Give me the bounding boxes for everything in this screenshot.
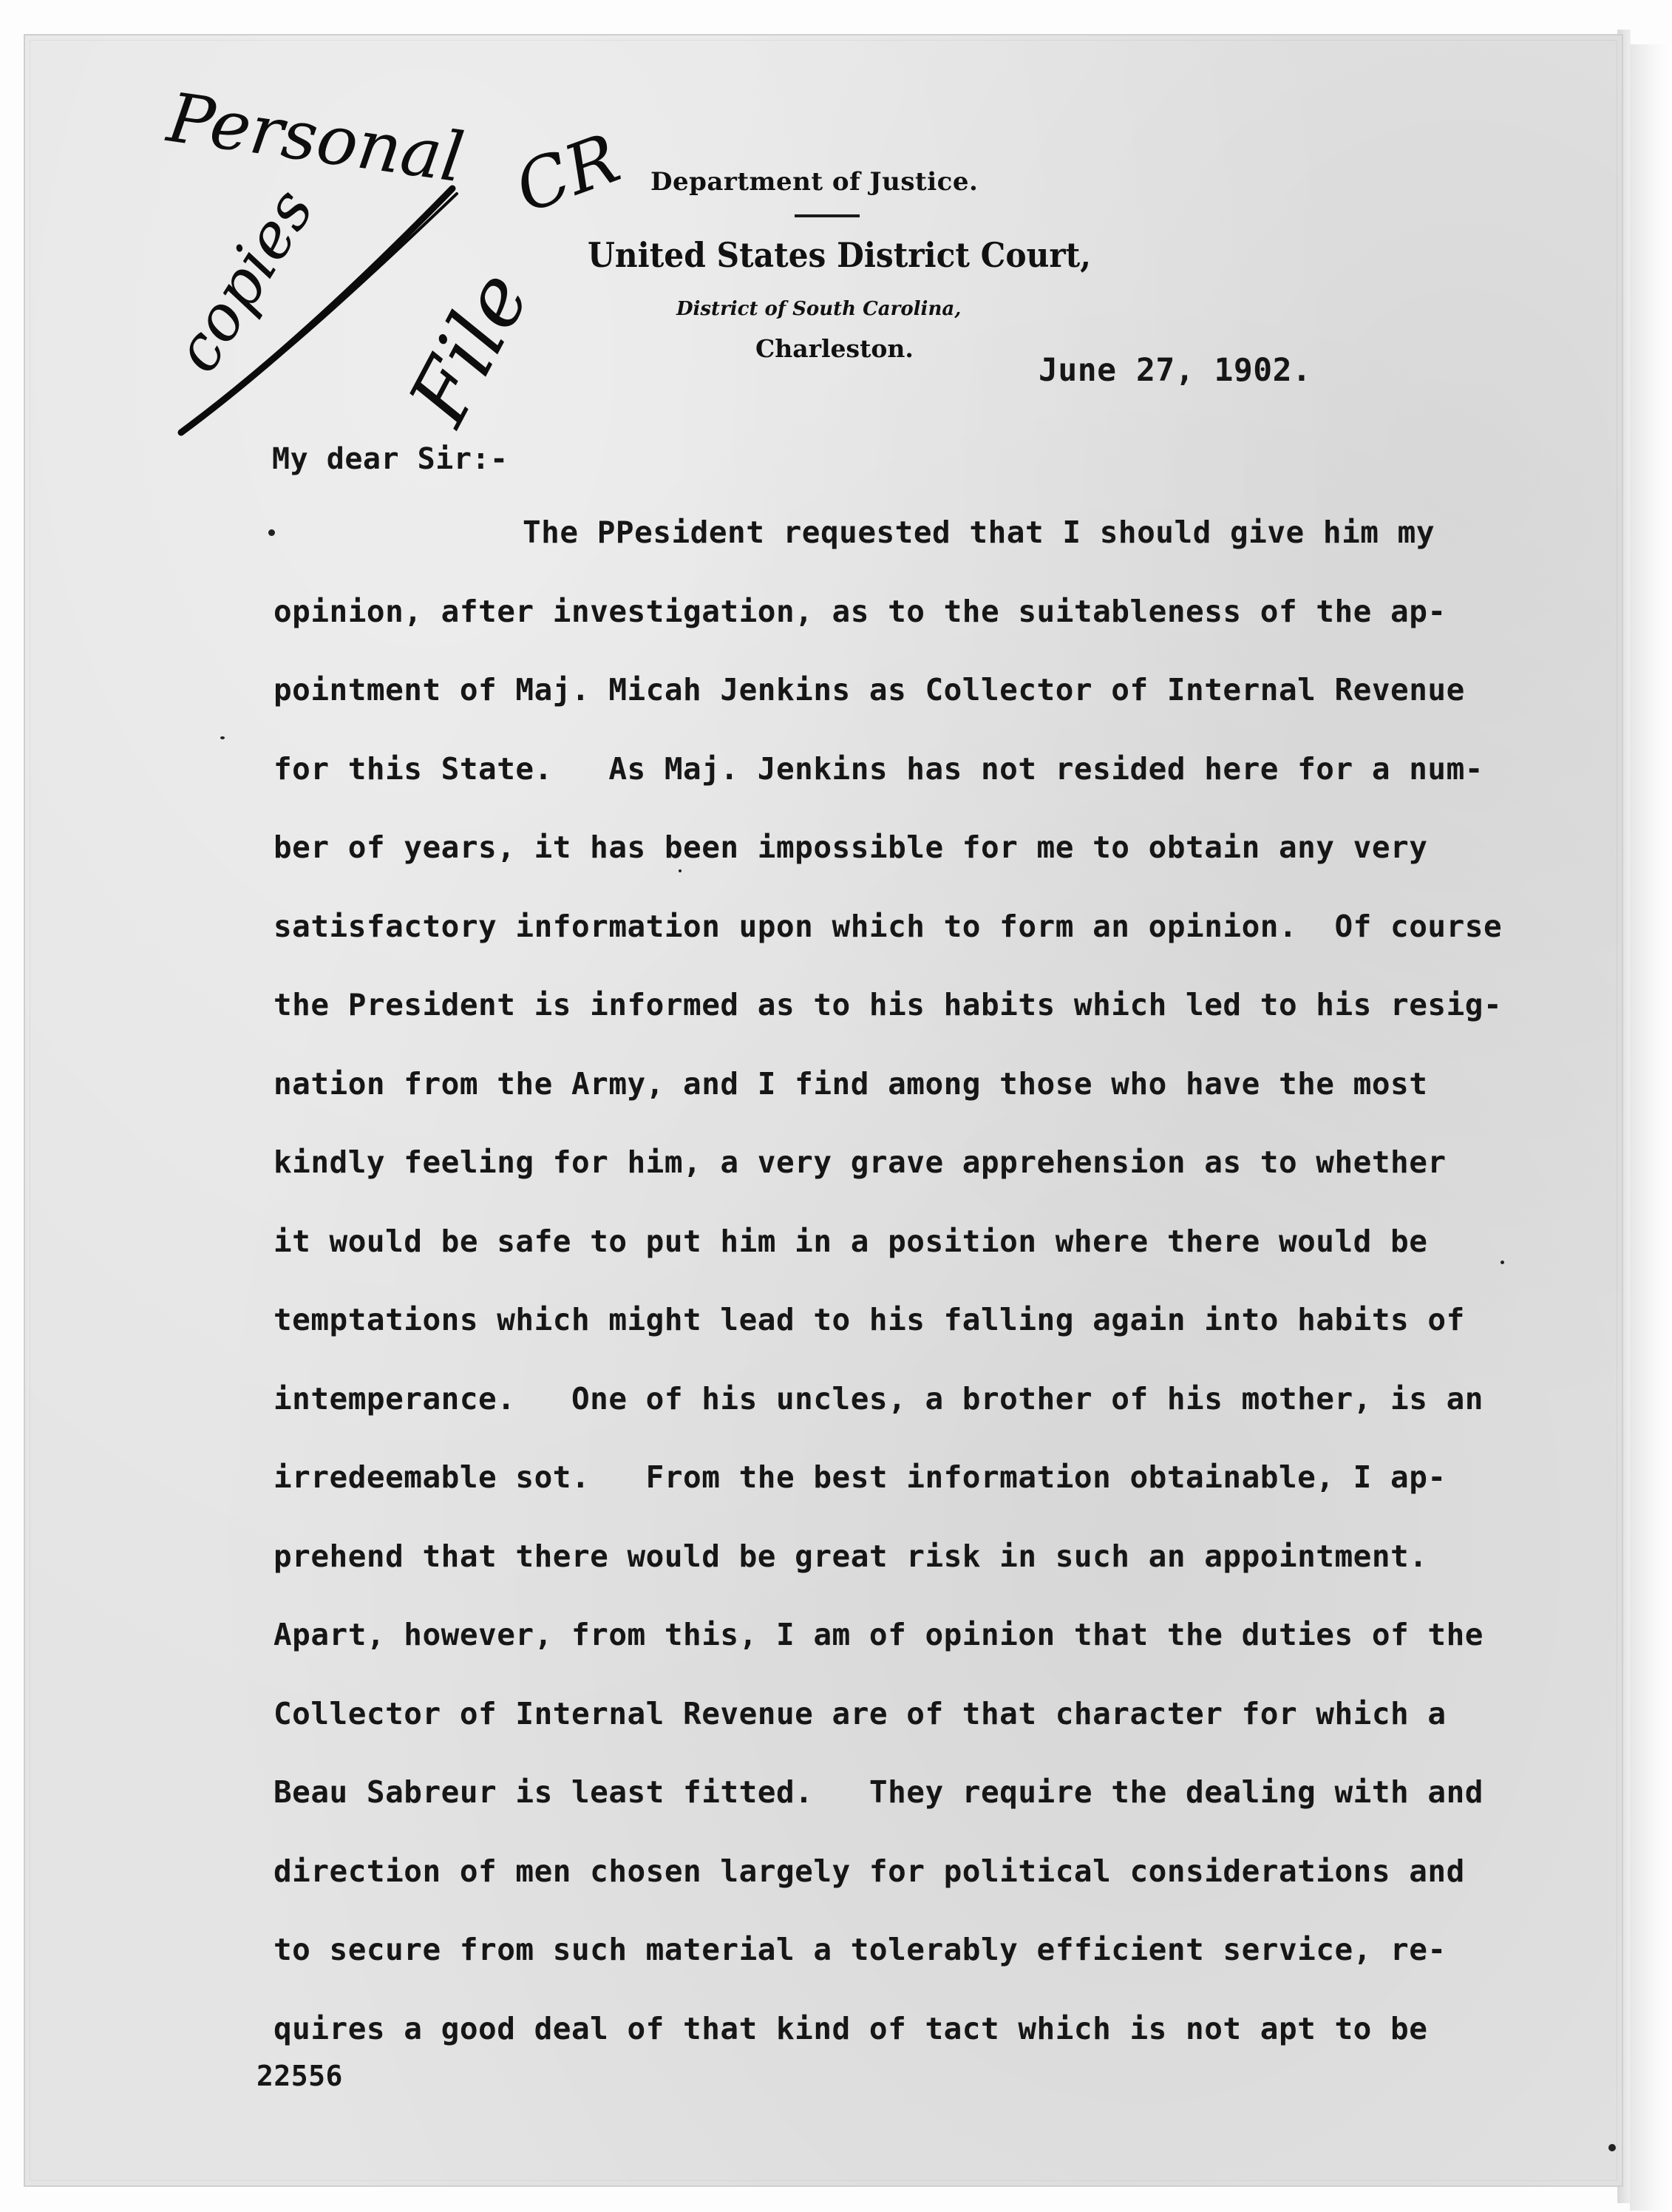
scan-speck — [1501, 1261, 1504, 1264]
scan-speck — [220, 736, 225, 739]
body-line: The PPesident requested that I should give him my — [523, 515, 1435, 550]
body-line: Apart, however, from this, I am of opinion that the duties of the — [273, 1617, 1484, 1652]
handwritten-copies: copies — [160, 176, 328, 384]
body-line: Collector of Internal Revenue are of that character for which a — [273, 1695, 1447, 1731]
letterhead-department: Department of Justice. — [650, 167, 979, 197]
letterhead-rule — [795, 214, 860, 217]
body-line: nation from the Army, and I find among those who have the most — [273, 1065, 1428, 1102]
handwritten-personal: Personal — [163, 78, 469, 198]
scan-speck — [679, 869, 682, 872]
body-line: opinion, after investigation, as to the suitableness of the ap- — [273, 593, 1447, 629]
body-line: intemperance. One of his uncles, a brother of his mother, is an — [273, 1380, 1484, 1417]
body-line: ber of years, it has been impossible for me to obtain any very — [273, 830, 1428, 865]
handwritten-file: File — [390, 256, 548, 440]
page-shadow — [1630, 44, 1672, 2211]
body-line: the President is informed as to his habits which led to his resig- — [273, 987, 1503, 1022]
handwritten-initials: CR — [505, 118, 630, 228]
letter-body — [273, 509, 1589, 2083]
letterhead-city: Charleston. — [755, 334, 914, 363]
letterhead-district: District of South Carolina, — [676, 298, 962, 320]
scan-speck — [1608, 2144, 1616, 2151]
letter-date: June 27, 1902. — [1039, 352, 1312, 389]
body-line: Beau Sabreur is least fitted. They require the dealing with and — [273, 1774, 1484, 1810]
scan-speck — [268, 529, 275, 536]
body-line: quires a good deal of that kind of tact which is not apt to be — [273, 2010, 1428, 2046]
body-line: kindly feeling for him, a very grave apprehension as to whether — [273, 1144, 1447, 1180]
body-line: prehend that there would be great risk in such an appointment. — [273, 1538, 1428, 1574]
body-line: direction of men chosen largely for political considerations and — [273, 1853, 1465, 1889]
letterhead-court: United States District Court, — [588, 235, 1091, 275]
body-line: irredeemable sot. From the best information obtainable, I ap- — [273, 1459, 1447, 1495]
body-line: pointment of Maj. Micah Jenkins as Collector of Internal Revenue — [273, 672, 1465, 708]
document-number: 22556 — [256, 2060, 343, 2092]
body-line: for this State. As Maj. Jenkins has not resided here for a num- — [273, 750, 1484, 787]
body-line: satisfactory information upon which to form an opinion. Of course — [273, 908, 1503, 944]
letter-salutation: My dear Sir:- — [272, 442, 509, 476]
body-line: temptations which might lead to his falling again into habits of — [273, 1302, 1465, 1337]
body-line: it would be safe to put him in a position where there would be — [273, 1223, 1428, 1259]
body-line: to secure from such material a tolerably efficient service, re- — [273, 1932, 1447, 1967]
